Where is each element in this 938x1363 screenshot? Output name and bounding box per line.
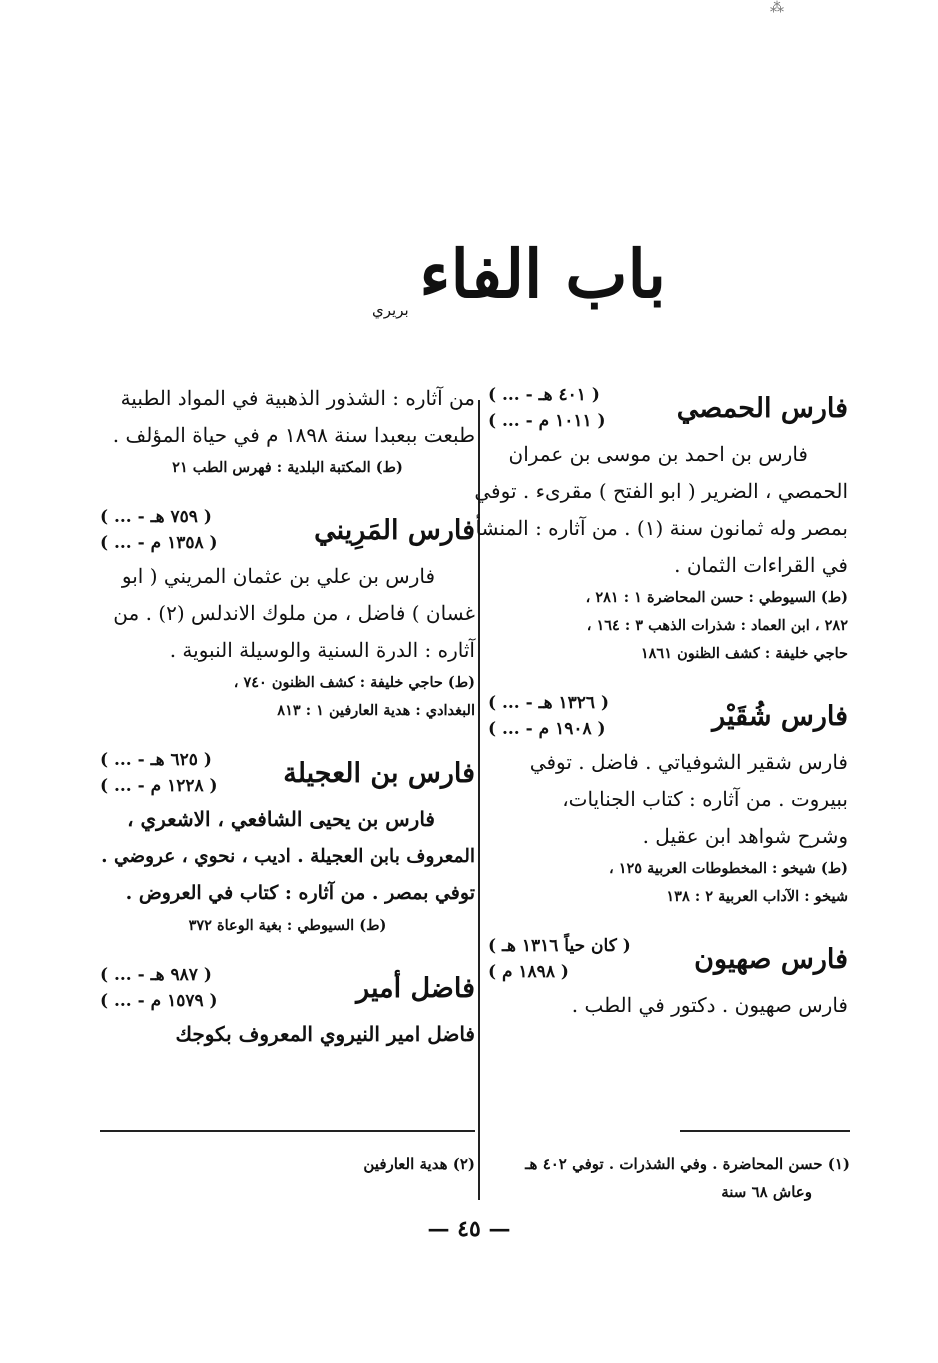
entry-header	[488, 688, 848, 744]
date-gregorian: ( ... - ١٠١١ م )	[488, 411, 606, 431]
entry-body-line: توفي بمصر . من آثاره : كتاب في العروض .	[125, 882, 475, 904]
entry-reference: البغدادي : هدية العارفين ١ : ٨١٣	[277, 702, 475, 719]
entry-dates	[100, 747, 218, 799]
entry-body-line: فارس بن يحيى الشافعي ، الاشعري ،	[127, 807, 435, 831]
entry-faris-shuqayr	[488, 688, 848, 911]
entry-dates	[100, 504, 218, 556]
entry-faris-sahyun	[488, 931, 848, 1024]
entry-name: فارس شُقَيْر	[712, 700, 848, 732]
entry-body-line: فارس شقير الشوفياتي . فاضل . توفي	[529, 750, 848, 774]
page-number: — ٤٥ —	[427, 1216, 511, 1242]
entry-name: فارس بن العجيلة	[283, 757, 475, 789]
entry-header	[100, 960, 475, 1016]
entry-reference: (ط) حاجي خليفة : كشف الظنون ٧٤٠ ،	[233, 674, 475, 691]
entry-body-line: آثاره : الدرة السنية والوسيلة النبوية .	[169, 638, 475, 662]
entry-faris-almarini	[100, 502, 475, 725]
corner-mark: ⁂	[770, 0, 784, 16]
entry-body-line: بمصر وله ثمانون سنة (١) . من آثاره : المنشأ	[475, 516, 848, 540]
entry-header	[488, 931, 848, 987]
entry-body-line: من آثاره : الشذور الذهبية في المواد الطبية	[120, 386, 475, 410]
entry-body-line: وشرح شواهد ابن عقيل .	[642, 824, 848, 848]
date-hijri: ( ... - ٦٢٥ هـ )	[100, 750, 212, 770]
entry-dates	[488, 382, 606, 434]
entry-reference: (ط) شيخو : المخطوطات العربية ١٢٥ ،	[608, 860, 848, 877]
entry-header	[100, 502, 475, 558]
date-hijri: ( ... - ٩٨٧ هـ )	[100, 965, 212, 985]
date-hijri: ( ... - ٤٠١ هـ )	[488, 385, 600, 405]
date-gregorian: ( ... - ١٢٢٨ م )	[100, 776, 218, 796]
footnote-line: وعاش ٦٨ سنة	[721, 1183, 812, 1201]
footnote-rule	[100, 1130, 475, 1132]
entry-body-line: المعروف بابن العجيلة . اديب ، نحوي ، عروضي .	[101, 846, 475, 867]
date-gregorian: ( ١٨٩٨ م )	[488, 962, 569, 982]
entry-reference: شيخو : الآداب العربية ٢ : ١٣٨	[666, 888, 848, 905]
entry-reference: حاجي خليفة : كشف الظنون ١٨٦١	[640, 645, 848, 662]
entry-body-line: فاضل امير النيروي المعروف بكوجك	[175, 1022, 475, 1046]
entry-reference: (ط) السيوطي : حسن المحاضرة ١ : ٢٨١ ،	[585, 589, 848, 606]
entry-body-line: طبعت ببعبدا سنة ١٨٩٨ م في حياة المؤلف .	[112, 423, 475, 447]
footnotes-right	[490, 1130, 850, 1206]
entry-body-line: الحمصي ، الضرير ( ابو الفتح ) مقرىء . توفي	[474, 479, 848, 503]
date-hijri: ( ... - ٧٥٩ هـ )	[100, 507, 212, 527]
entry-name: فارس المَرِيني	[314, 514, 475, 546]
entry-body-line: فارس صهيون . دكتور في الطب .	[571, 993, 848, 1017]
entry-dates	[488, 933, 631, 985]
entry-faris-ibn-alujayla	[100, 745, 475, 940]
entry-header	[100, 745, 475, 801]
footnote-line: (٢) هدية العارفين	[363, 1155, 475, 1173]
date-gregorian: ( ... - ١٩٠٨ م )	[488, 719, 606, 739]
chapter-subtitle: بريري	[372, 301, 409, 319]
chapter-header	[0, 235, 938, 335]
entry-reference: (ط) المكتبة البلدية : فهرس الطب ٢١	[172, 459, 403, 476]
footnote-rule	[680, 1130, 850, 1132]
date-gregorian: ( ... - ١٣٥٨ م )	[100, 533, 218, 553]
entry-header	[488, 380, 848, 436]
entry-body-line: ببيروت . من آثاره : كتاب الجنايات،	[562, 787, 848, 811]
entry-dates	[100, 962, 218, 1014]
chapter-title: باب الفاء	[419, 235, 666, 313]
entry-reference: ٢٨٢ ، ابن العماد : شذرات الذهب ٣ : ١٦٤ ،	[586, 617, 848, 634]
entry-fadil-amir	[100, 960, 475, 1053]
entry-body-line: فارس بن احمد بن موسى بن عمران	[508, 442, 808, 466]
entry-faris-alhimsi	[474, 380, 848, 668]
footnotes-left	[100, 1130, 475, 1178]
right-column	[474, 380, 848, 1044]
entry-continuation	[100, 380, 475, 482]
entry-dates	[488, 690, 609, 742]
entry-name: فارس صهيون	[694, 943, 848, 975]
date-hijri: ( كان حياً ١٣١٦ هـ )	[488, 936, 631, 956]
date-hijri: ( ... - ١٣٢٦ هـ )	[488, 693, 609, 713]
entry-body-line: فارس بن علي بن عثمان المريني ( ابو	[121, 564, 435, 588]
footnote-line: (١) حسن المحاضرة . وفي الشذرات . توفي ٤٠٢ هـ	[525, 1155, 850, 1173]
entry-name: فارس الحمصي	[676, 392, 848, 424]
entry-name: فاضل أمير	[356, 972, 475, 1004]
left-column	[100, 380, 475, 1073]
date-gregorian: ( ... - ١٥٧٩ م )	[100, 991, 218, 1011]
entry-body-line: في القراءات الثمان .	[674, 553, 848, 577]
entry-reference: (ط) السيوطي : بغية الوعاة ٣٧٢	[188, 917, 387, 934]
entry-body-line: غسان ) فاضل ، من ملوك الاندلس (٢) . من	[113, 601, 475, 625]
